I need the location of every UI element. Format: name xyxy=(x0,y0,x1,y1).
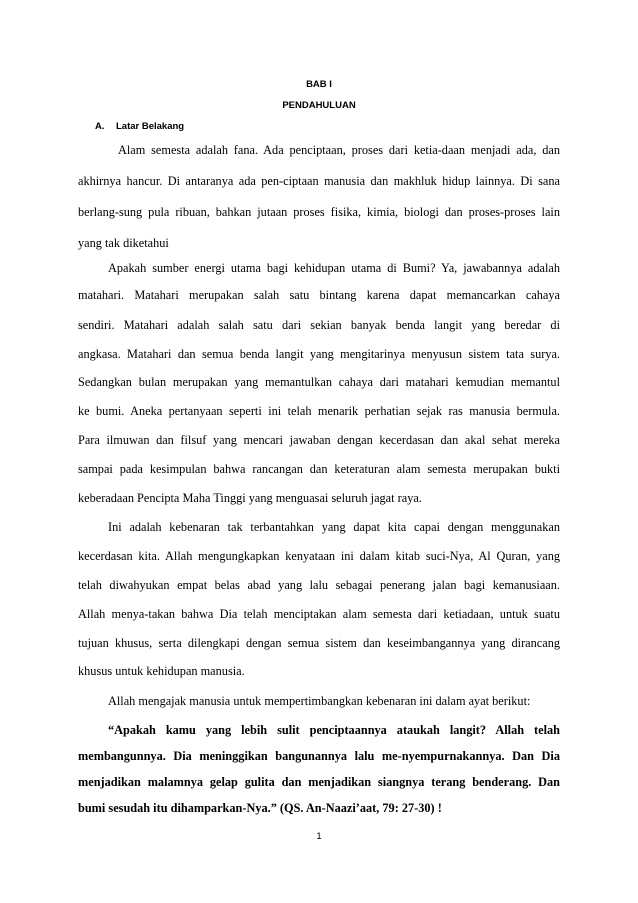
page-number: 1 xyxy=(316,831,322,842)
paragraph-1-line-4: yang tak diketahui xyxy=(78,236,169,250)
section-letter: A. xyxy=(95,121,105,132)
paragraph-1-line-3: berlang-sung pula ribuan, bahkan jutaan proses fisika, kimia, biologi dan proses-proses lain xyxy=(78,205,560,219)
paragraph-2-line-1: Apakah sumber energi utama bagi kehidupan utama di Bumi? Ya, jawabannya adalah xyxy=(108,261,560,275)
quote-line-4: bumi sesudah itu dihamparkan-Nya.” (QS. An-Naazi’aat, 79: 27-30) ! xyxy=(78,801,442,815)
paragraph-4-line-1: Allah mengajak manusia untuk mempertimbangkan kebenaran ini dalam ayat berikut: xyxy=(108,694,531,708)
paragraph-2-line-5: Sedangkan bulan merupakan yang memantulkan cahaya dari matahari kemudian memantul xyxy=(78,375,560,389)
quote-line-1: “Apakah kamu yang lebih sulit penciptaannya ataukah langit? Allah telah xyxy=(108,723,560,737)
chapter-label: BAB I xyxy=(306,79,332,90)
paragraph-2-line-9: keberadaan Pencipta Maha Tinggi yang menguasai seluruh jagat raya. xyxy=(78,491,422,505)
paragraph-2-line-3: sendiri. Matahari adalah salah satu dari sekian banyak benda langit yang beredar di xyxy=(78,318,560,332)
paragraph-3-line-5: tujuan khusus, serta dilengkapi dengan semua sistem dan keseimbangannya yang dirancang xyxy=(78,636,560,650)
paragraph-1-line-1: Alam semesta adalah fana. Ada penciptaan, proses dari ketia-daan menjadi ada, dan xyxy=(118,143,560,157)
paragraph-3-line-2: kecerdasan kita. Allah mengungkapkan kenyataan ini dalam kitab suci-Nya, Al Quran, yang xyxy=(78,549,560,563)
paragraph-3-line-1: Ini adalah kebenaran tak terbantahkan yang dapat kita capai dengan menggunakan xyxy=(108,520,560,534)
paragraph-3-line-3: telah diwahyukan empat belas abad yang lalu sebagai penerang jalan bagi kemanusiaan. xyxy=(78,578,560,592)
paragraph-2-line-6: ke bumi. Aneka pertanyaan seperti ini telah menarik perhatian sejak ras manusia bermula. xyxy=(78,404,560,418)
section-heading xyxy=(95,121,184,132)
chapter-title: PENDAHULUAN xyxy=(282,100,356,111)
paragraph-3-line-6: khusus untuk kehidupan manusia. xyxy=(78,664,245,678)
paragraph-1-line-2: akhirnya hancur. Di antaranya ada pen-ciptaan manusia dan makhluk hidup lainnya. Di sana xyxy=(78,174,560,188)
section-title: Latar Belakang xyxy=(116,121,185,132)
paragraph-2-line-2: matahari. Matahari merupakan salah satu bintang karena dapat memancarkan cahaya xyxy=(78,288,560,302)
paragraph-3-line-4: Allah menya-takan bahwa Dia telah menciptakan alam semesta dari ketiadaan, untuk suatu xyxy=(78,607,560,621)
paragraph-2-line-7: Para ilmuwan dan filsuf yang mencari jawaban dengan kecerdasan dan akal sehat mereka xyxy=(78,433,560,447)
quote-line-2: membangunnya. Dia meninggikan bangunannya lalu me-nyempurnakannya. Dan Dia xyxy=(78,749,560,763)
paragraph-2-line-4: angkasa. Matahari dan semua benda langit yang mengitarinya menyusun sistem tata surya. xyxy=(78,347,560,361)
paragraph-2-line-8: sampai pada kesimpulan bahwa rancangan dan keteraturan alam semesta merupakan bukti xyxy=(78,462,560,476)
quote-line-3: menjadikan malamnya gelap gulita dan menjadikan siangnya terang benderang. Dan xyxy=(78,775,560,789)
